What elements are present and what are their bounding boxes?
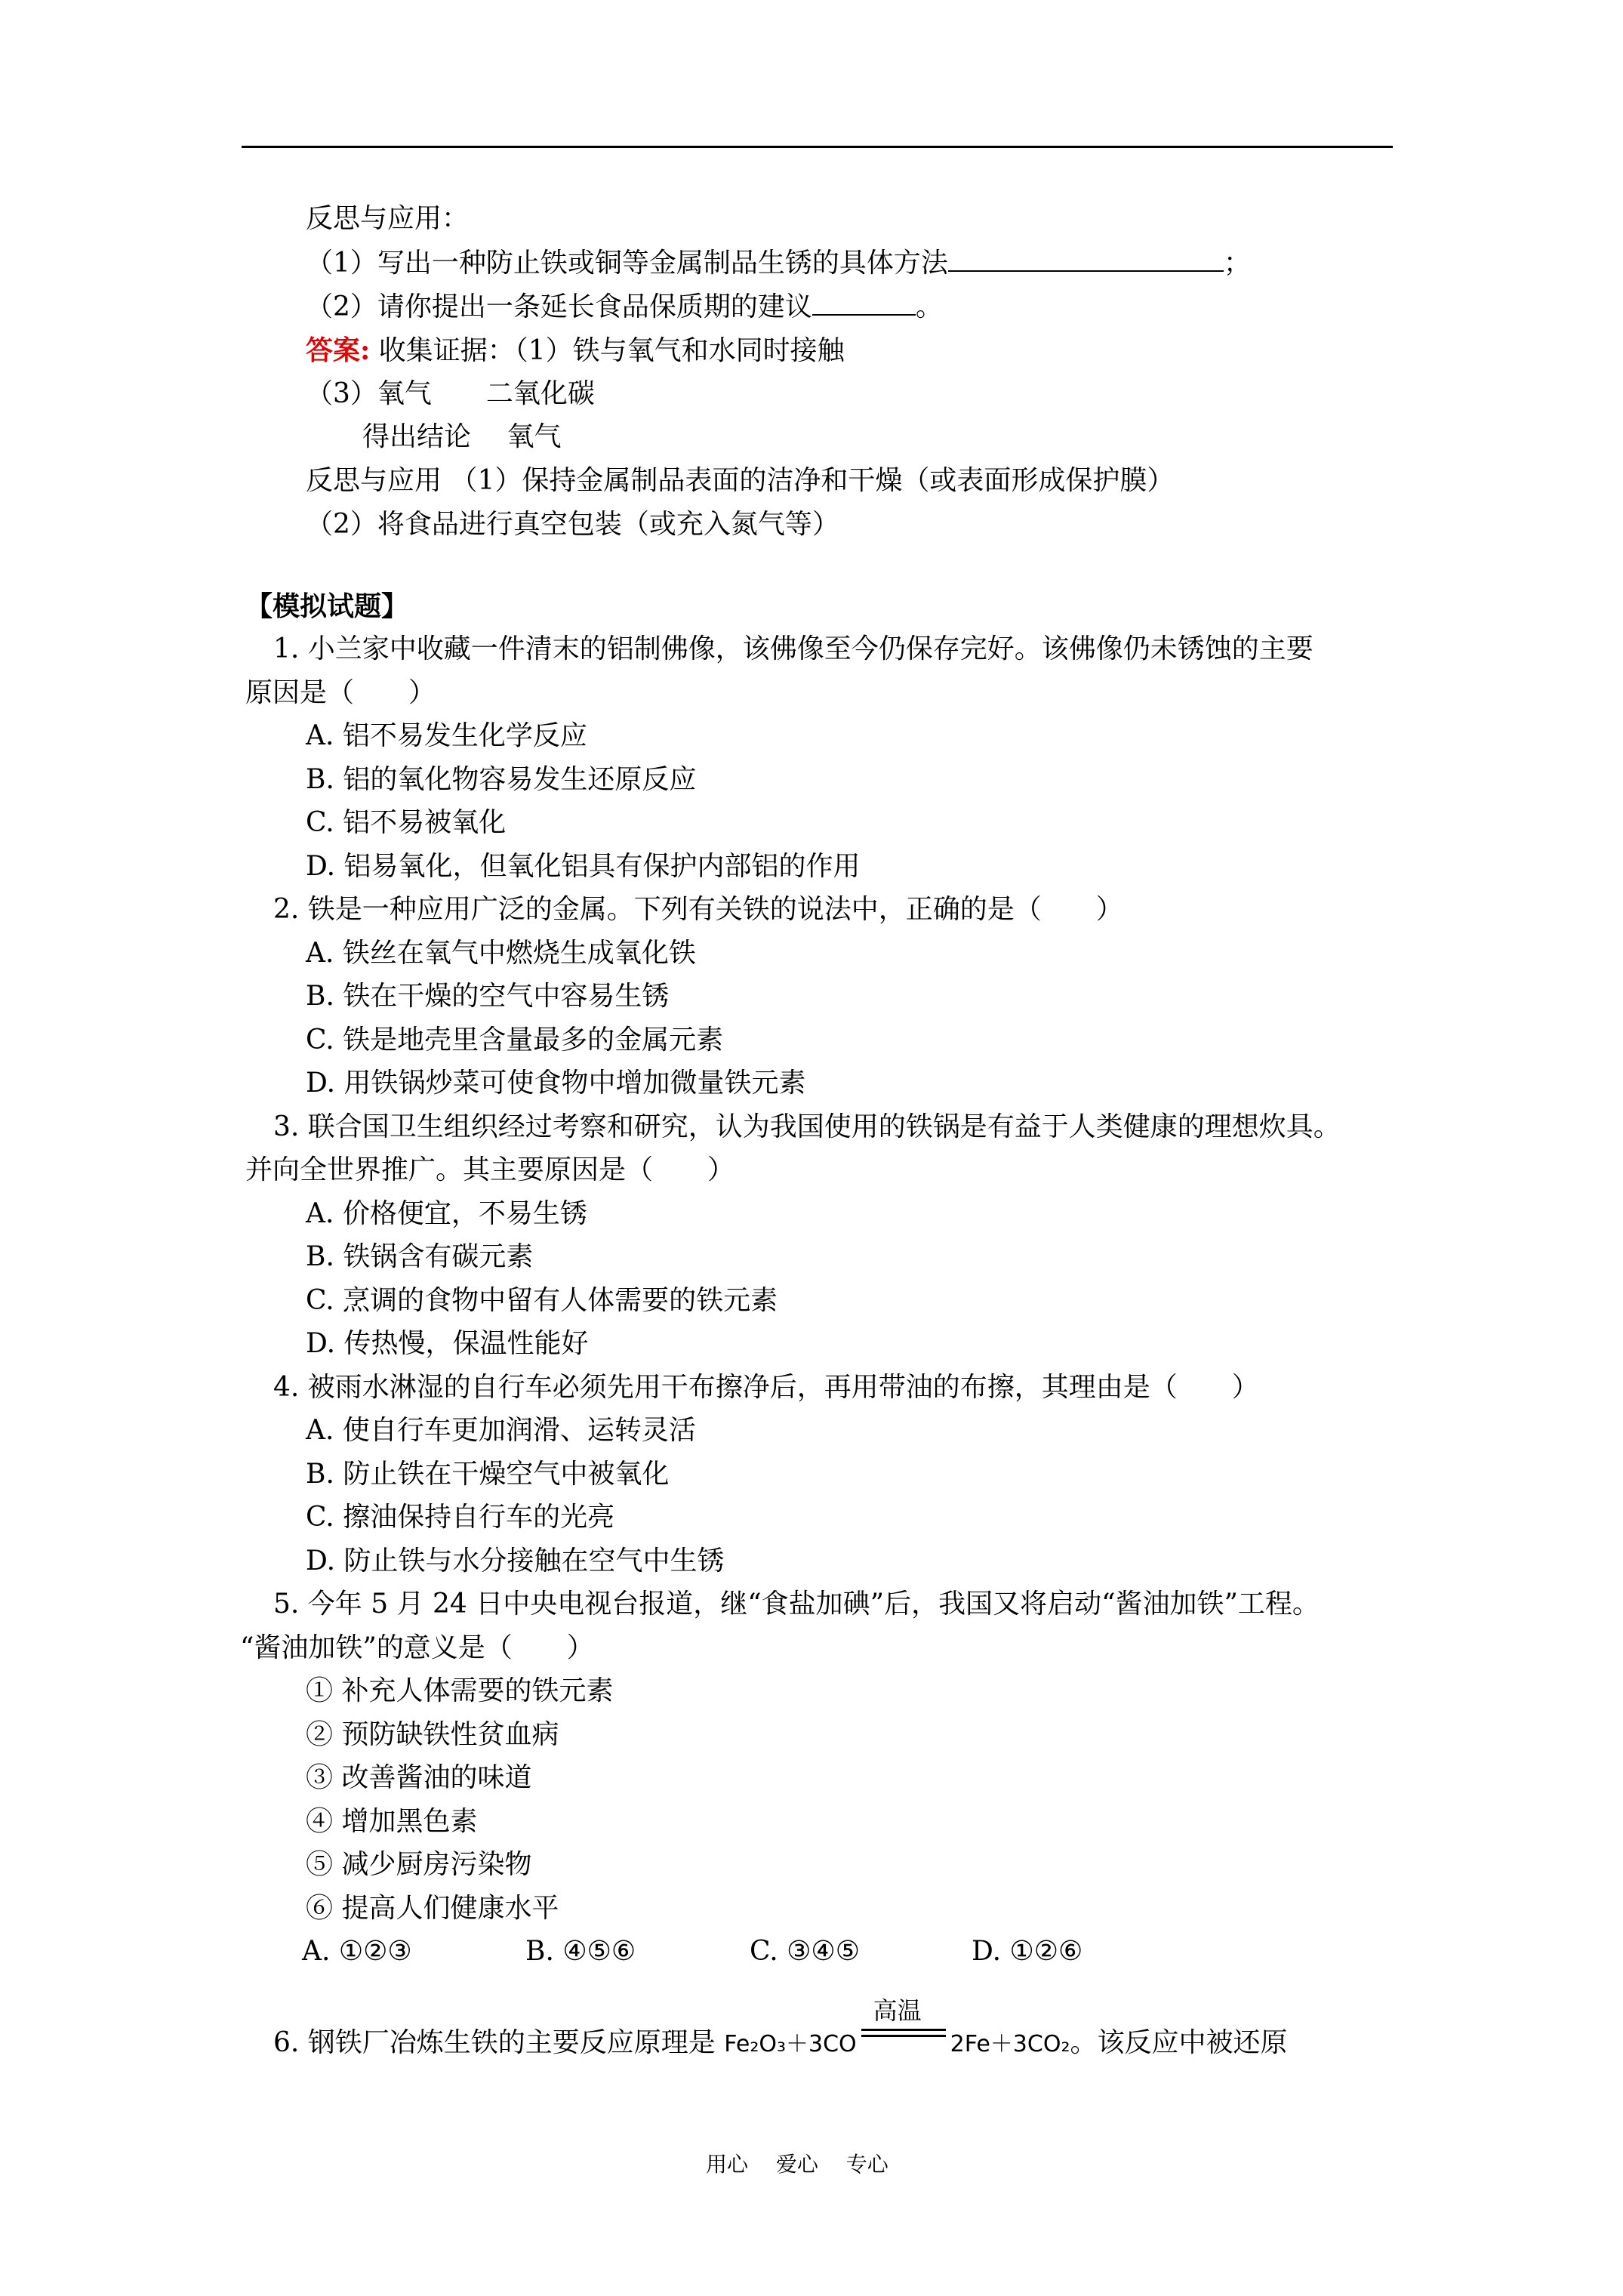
reflect-title: 反思与应用： (306, 203, 470, 234)
answer-label: 答案: (306, 334, 371, 366)
header-rule (242, 146, 1393, 148)
answer-line-1 (306, 334, 845, 368)
question-5-item: ② 预防缺铁性贫血病 (306, 1719, 559, 1750)
answer-blank (812, 291, 916, 316)
reflect-q2-text: （2）请你提出一条延长食品保质期的建议 (306, 291, 812, 322)
question-5-stem: 5. 今年 5 月 24 日中央电视台报道，继“食盐加碘”后，我国又将启动“酱油加铁”工程。 (273, 1589, 1320, 1620)
equation-reactants: Fe₂O₃＋3CO (724, 2031, 857, 2057)
question-4-option: B. 防止铁在干燥空气中被氧化 (306, 1459, 670, 1490)
question-3-option: D. 传热慢，保温性能好 (306, 1328, 589, 1359)
question-1-stem: 1. 小兰家中收藏一件清末的铝制佛像，该佛像至今仍保存完好。该佛像仍未锈蚀的主要 (273, 633, 1313, 664)
reflect-q1-text: （1）写出一种防止铁或铜等金属制品生锈的具体方法 (306, 248, 948, 279)
question-6-stem (273, 1996, 1288, 2061)
question-4-option: A. 使自行车更加润滑、运转灵活 (306, 1415, 696, 1446)
equation-arrow (861, 1996, 946, 2051)
question-5-stem-cont: “酱油加铁”的意义是（ ） (240, 1632, 594, 1663)
question-6-prefix: 6. 钢铁厂冶炼生铁的主要反应原理是 (273, 2027, 725, 2058)
answer-line-3: 得出结论 氧气 (362, 421, 562, 452)
question-4-option: D. 防止铁与水分接触在空气中生锈 (306, 1546, 725, 1576)
reflect-q2-end: 。 (915, 291, 943, 322)
question-5-item: ① 补充人体需要的铁元素 (306, 1675, 614, 1706)
question-3-option: B. 铁锅含有碳元素 (306, 1241, 534, 1272)
question-5-choice: A. ①②③ (302, 1936, 412, 1967)
equation-condition: 高温 (873, 1996, 922, 2025)
question-2-option: A. 铁丝在氧气中燃烧生成氧化铁 (306, 938, 696, 969)
question-2-option: B. 铁在干燥的空气中容易生锈 (306, 981, 670, 1012)
question-3-stem: 3. 联合国卫生组织经过考察和研究，认为我国使用的铁锅是有益于人类健康的理想炊具。 (273, 1111, 1341, 1142)
question-1-stem-cont: 原因是（ ） (245, 677, 436, 708)
question-3-option: A. 价格便宜，不易生锈 (306, 1198, 587, 1229)
question-3-stem-cont: 并向全世界推广。其主要原因是（ ） (245, 1154, 735, 1185)
answer-line-4: 反思与应用 （1）保持金属制品表面的洁净和干燥（或表面形成保护膜） (306, 465, 1175, 496)
question-1-option: C. 铝不易被氧化 (306, 807, 507, 838)
equation-products: 2Fe＋3CO₂ (950, 2031, 1070, 2057)
question-5-item: ④ 增加黑色素 (306, 1806, 478, 1837)
question-5-item: ⑤ 减少厨房污染物 (306, 1849, 532, 1880)
reflect-q1-end: ； (1223, 248, 1251, 279)
question-5-item: ⑥ 提高人们健康水平 (306, 1893, 559, 1924)
question-5-choice: C. ③④⑤ (750, 1936, 860, 1967)
answer-text-1: 收集证据：（1）铁与氧气和水同时接触 (370, 335, 845, 366)
question-5-choice: D. ①②⑥ (972, 1936, 1083, 1967)
question-2-option: D. 用铁锅炒菜可使食物中增加微量铁元素 (306, 1068, 806, 1099)
question-4-option: C. 擦油保持自行车的光亮 (306, 1502, 615, 1533)
equation-bar (861, 2035, 946, 2037)
equation-bar (861, 2029, 946, 2031)
question-1-option: D. 铝易氧化，但氧化铝具有保护内部铝的作用 (306, 851, 861, 882)
question-5-choice: B. ④⑤⑥ (525, 1936, 636, 1967)
question-1-option: A. 铝不易发生化学反应 (306, 720, 587, 751)
page-footer: 用心 爱心 专心 (706, 2152, 888, 2177)
question-4-stem: 4. 被雨水淋湿的自行车必须先用干布擦净后，再用带油的布擦，其理由是（ ） (273, 1372, 1259, 1403)
question-6-suffix: 。该反应中被还原 (1070, 2027, 1288, 2058)
reflect-q1 (306, 247, 1251, 280)
question-5-item: ③ 改善酱油的味道 (306, 1762, 532, 1793)
section-title: 【模拟试题】 (245, 590, 409, 622)
question-2-option: C. 铁是地壳里含量最多的金属元素 (306, 1025, 724, 1056)
question-2-stem: 2. 铁是一种应用广泛的金属。下列有关铁的说法中，正确的是（ ） (273, 894, 1123, 925)
question-3-option: C. 烹调的食物中留有人体需要的铁元素 (306, 1285, 778, 1316)
answer-line-2: （3）氧气 二氧化碳 (306, 378, 595, 409)
answer-line-5: （2）将食品进行真空包装（或充入氮气等） (306, 509, 839, 540)
reflect-q2 (306, 291, 943, 324)
question-1-option: B. 铝的氧化物容易发生还原反应 (306, 764, 697, 795)
answer-blank (948, 248, 1224, 272)
